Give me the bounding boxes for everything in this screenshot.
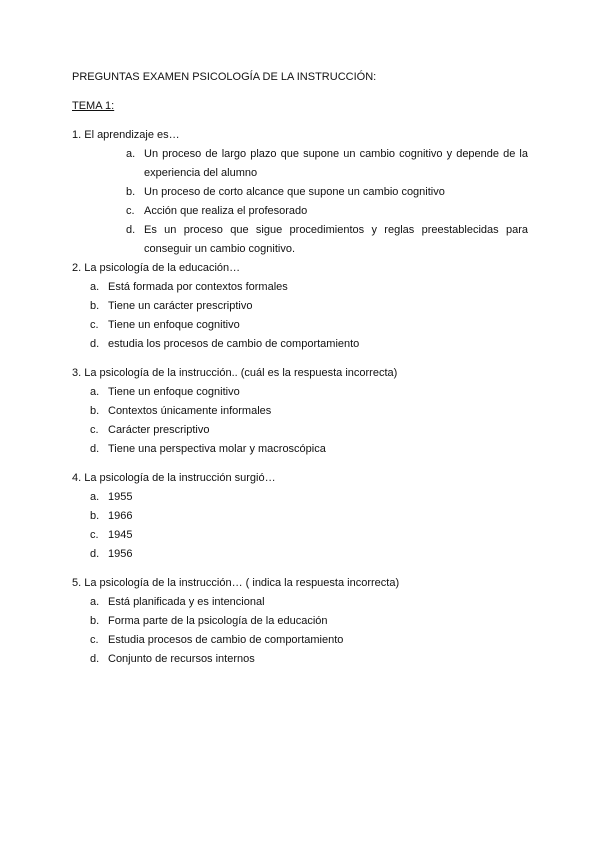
option-text: 1966 xyxy=(108,510,133,522)
option-item xyxy=(72,526,528,545)
option-letter: c. xyxy=(90,529,99,541)
option-item xyxy=(72,593,528,612)
option-letter: d. xyxy=(90,338,100,350)
option-letter: d. xyxy=(90,653,100,665)
option-item xyxy=(72,316,528,335)
option-text: Carácter prescriptivo xyxy=(108,424,210,436)
question-4 xyxy=(72,469,528,564)
option-letter: c. xyxy=(90,319,99,331)
question-text: 4. La psicología de la instrucción surgió… xyxy=(72,472,276,484)
option-letter: c. xyxy=(90,424,99,436)
option-text: Está planificada y es intencional xyxy=(108,596,265,608)
section-heading-tema-1: TEMA 1: xyxy=(72,100,115,112)
option-item xyxy=(72,545,528,564)
option-text: Acción que realiza el profesorado xyxy=(144,205,308,217)
option-text: Tiene un carácter prescriptivo xyxy=(108,300,253,312)
option-letter: a. xyxy=(90,596,100,608)
option-letter: a. xyxy=(90,491,100,503)
question-text: 3. La psicología de la instrucción.. (cuál es la respuesta incorrecta) xyxy=(72,367,398,379)
option-text: Tiene un enfoque cognitivo xyxy=(108,319,240,331)
option-letter: b. xyxy=(90,300,100,312)
option-letter: c. xyxy=(126,205,135,217)
question-5 xyxy=(72,574,528,669)
option-item xyxy=(72,145,528,183)
option-text: Tiene un enfoque cognitivo xyxy=(108,386,240,398)
option-list xyxy=(72,383,528,459)
option-item xyxy=(72,221,528,259)
option-text: Estudia procesos de cambio de comportamiento xyxy=(108,634,344,646)
option-item xyxy=(72,421,528,440)
question-text: 1. El aprendizaje es… xyxy=(72,129,180,141)
option-text: 1956 xyxy=(108,548,133,560)
option-item xyxy=(72,631,528,650)
option-text: Un proceso de largo plazo que supone un cambio cognitivo y depende de la experiencia del alumno xyxy=(144,148,528,179)
question-1 xyxy=(72,126,528,259)
option-text: Es un proceso que sigue procedimientos y reglas preestablecidas para conseguir un cambio cognitivo. xyxy=(144,224,528,255)
option-letter: d. xyxy=(90,443,100,455)
option-letter: c. xyxy=(90,634,99,646)
option-letter: b. xyxy=(126,186,136,198)
question-3 xyxy=(72,364,528,459)
option-item xyxy=(72,202,528,221)
option-list xyxy=(72,593,528,669)
option-list xyxy=(72,145,528,259)
option-item xyxy=(72,650,528,669)
option-item xyxy=(72,383,528,402)
option-item xyxy=(72,488,528,507)
option-text: Conjunto de recursos internos xyxy=(108,653,255,665)
option-item xyxy=(72,612,528,631)
option-text: 1955 xyxy=(108,491,133,503)
option-text: Forma parte de la psicología de la educación xyxy=(108,615,328,627)
option-letter: a. xyxy=(90,281,100,293)
document-title: PREGUNTAS EXAMEN PSICOLOGÍA DE LA INSTRUCCIÓN: xyxy=(72,71,377,83)
option-list xyxy=(72,278,528,354)
option-letter: b. xyxy=(90,615,100,627)
option-list xyxy=(72,488,528,564)
option-letter: a. xyxy=(90,386,100,398)
option-item xyxy=(72,440,528,459)
option-item xyxy=(72,507,528,526)
option-item xyxy=(72,335,528,354)
option-letter: b. xyxy=(90,405,100,417)
option-letter: d. xyxy=(126,224,136,236)
option-text: Un proceso de corto alcance que supone un cambio cognitivo xyxy=(144,186,445,198)
option-text: Está formada por contextos formales xyxy=(108,281,288,293)
option-letter: d. xyxy=(90,548,100,560)
question-2 xyxy=(72,259,528,354)
option-letter: b. xyxy=(90,510,100,522)
option-text: estudia los procesos de cambio de comportamiento xyxy=(108,338,360,350)
option-item xyxy=(72,278,528,297)
option-letter: a. xyxy=(126,148,136,160)
option-item xyxy=(72,402,528,421)
option-item xyxy=(72,183,528,202)
option-item xyxy=(72,297,528,316)
question-text: 2. La psicología de la educación… xyxy=(72,262,241,274)
option-text: 1945 xyxy=(108,529,133,541)
option-text: Contextos únicamente informales xyxy=(108,405,272,417)
question-text: 5. La psicología de la instrucción… ( indica la respuesta incorrecta) xyxy=(72,577,400,589)
option-text: Tiene una perspectiva molar y macroscópica xyxy=(108,443,326,455)
